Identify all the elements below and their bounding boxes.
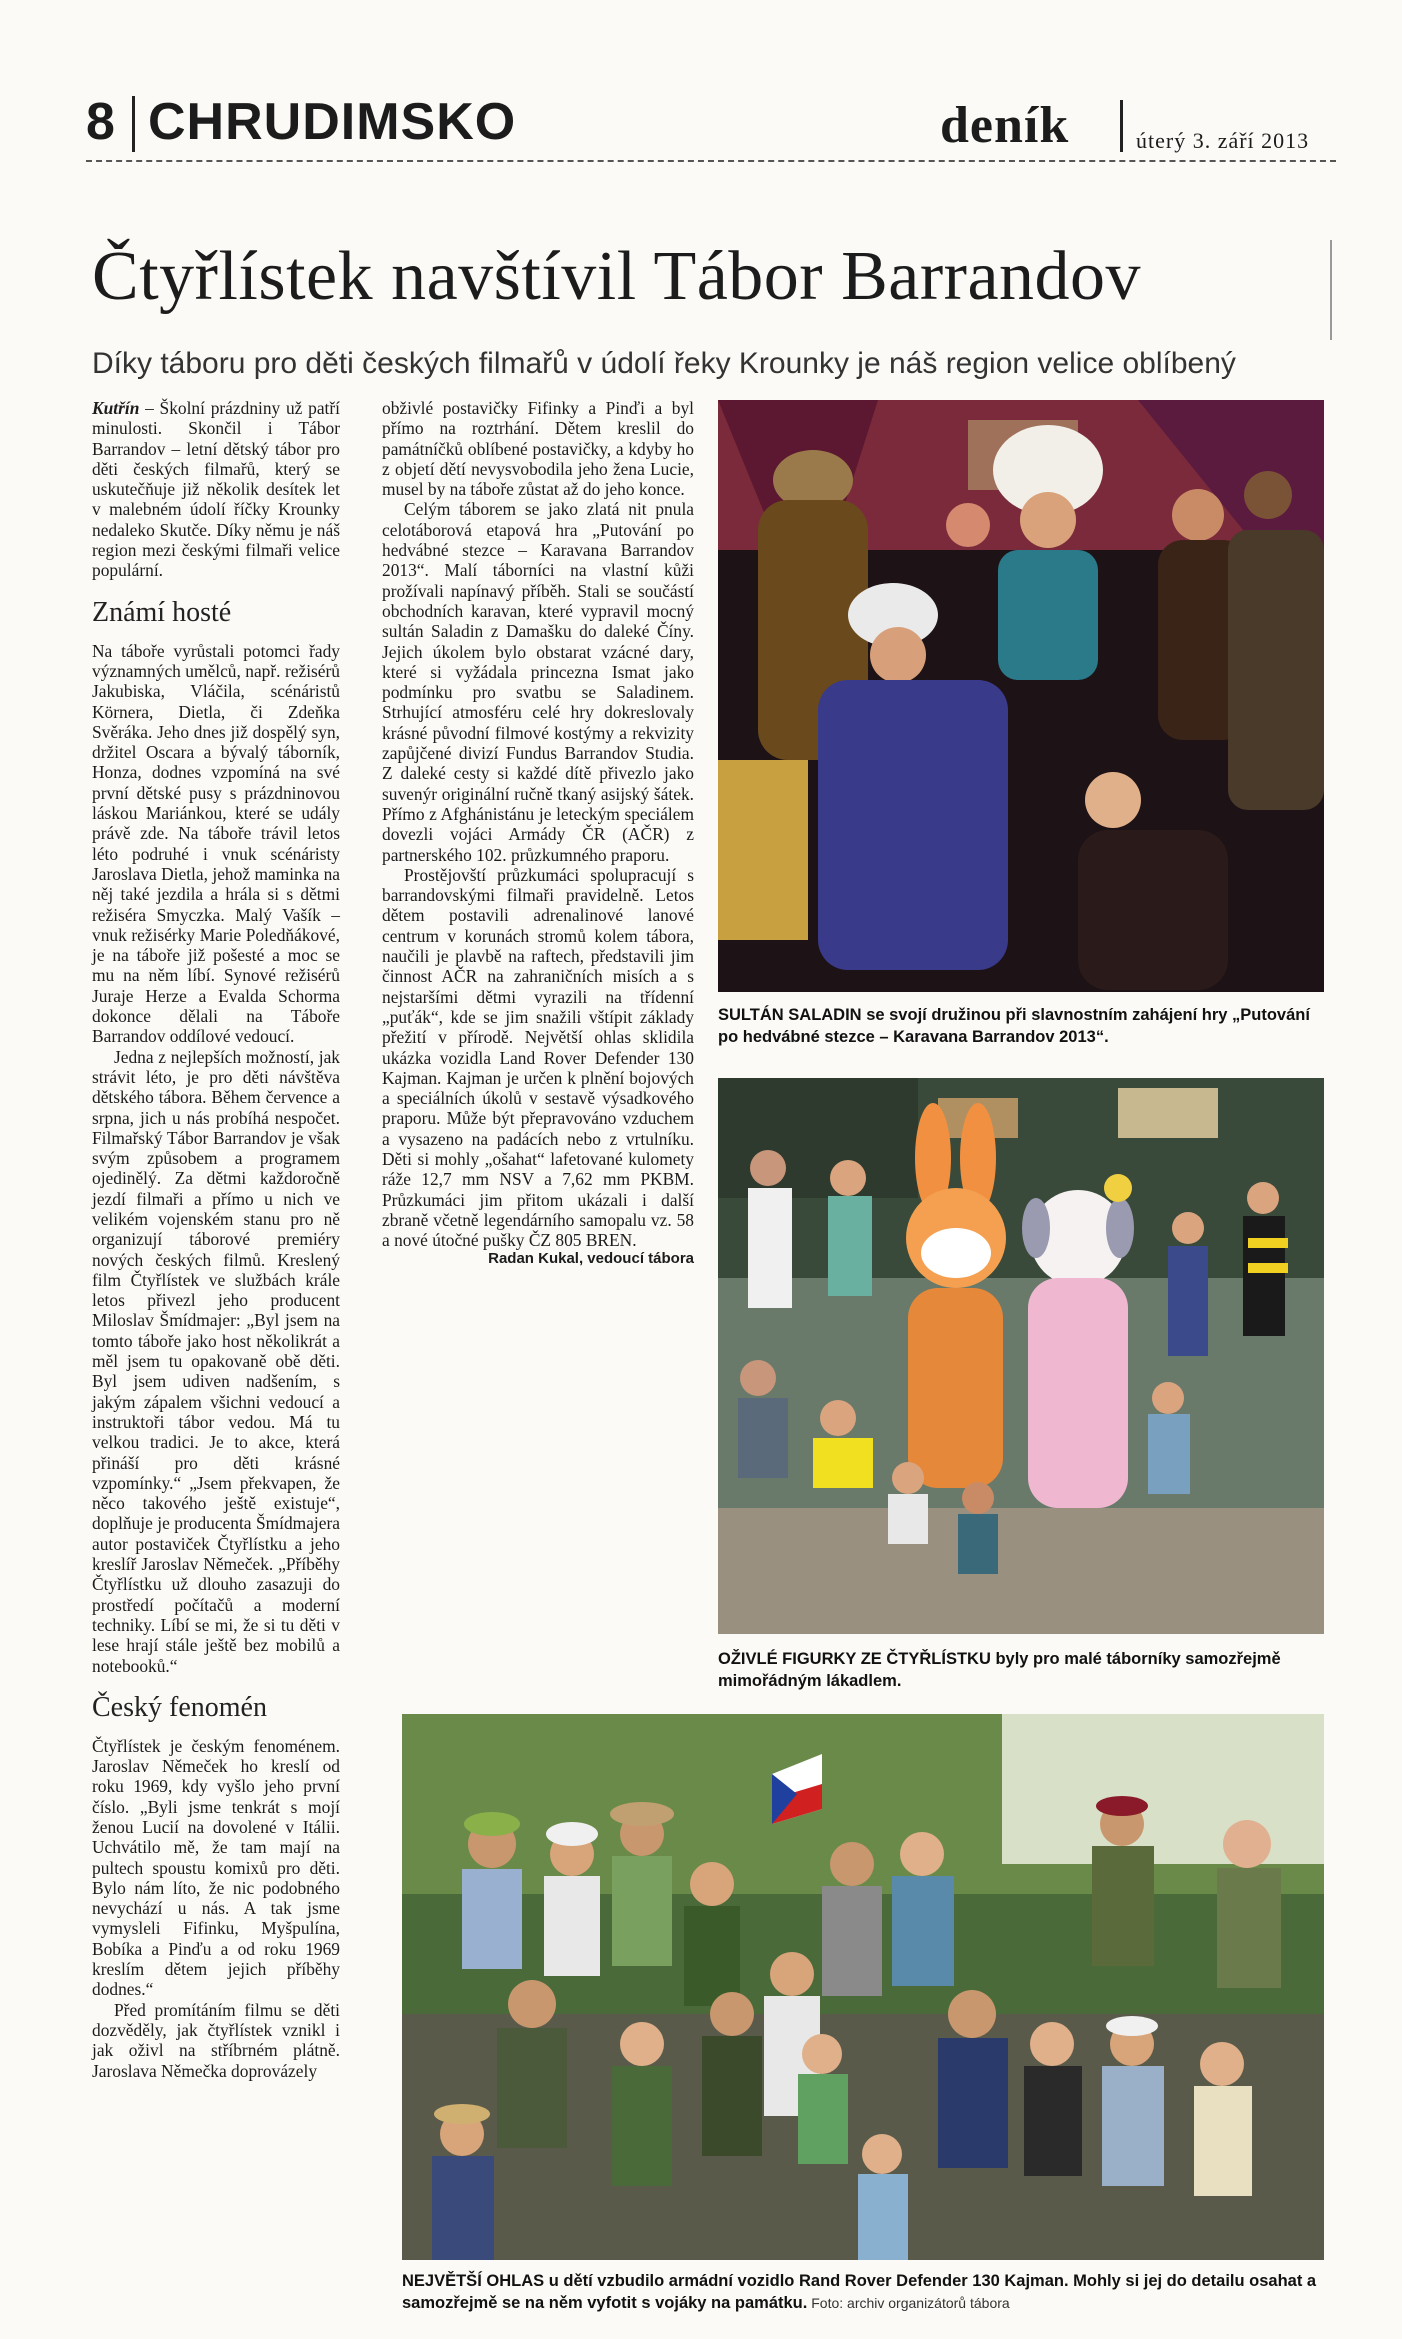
masthead-dashed-rule — [86, 160, 1336, 162]
section-heading-famous-guests: Známí hosté — [92, 596, 232, 628]
paragraph: obživlé postavičky Fifinky a Pinďi a byl přímo na roztrhání. Dětem kreslil do památníčků oblíbené postavičky, a kdyby ho z objetí dětí nevysvobodila jeho žena Lucie, musel by na táboře zůstat až do jeho konce. — [382, 398, 694, 500]
intro-paragraph — [92, 398, 340, 581]
headline-side-rule — [1330, 240, 1332, 340]
paragraph: Prostějovští průzkumáci spolupracují s barrandovskými filmaři pravidelně. Letos dětem postavili adrenalinové lanové centrum v korunách stromů kolem tábora, naučili je plavbě na raftech, představili jim činnost AČR na zahraničních misích a s nejstaršími dětmi vyrazili na třídenní „puťák“, kde se jim snažili vštípit základy přežití v přírodě. Největší ohlas sklidila ukázka vozidla Land Rover Defender 130 Kajman. Kajman je určen k plnění bojových a speciálních úkolů v sestavě výsadkového praporu. Může být přepravováno vzduchem a vysazeno na padácích nebo z vrtulníku. Děti si mohly „ošahat“ lafetované kulomety ráže 12,7 mm NSV a 7,62 mm PKBM. Průzkumáci jim přitom ukázali i další zbraně včetně legendárního samopalu vz. 58 a nové útočné pušky ČZ 805 BREN. — [382, 864, 694, 1251]
photo-caption — [718, 1004, 1324, 1048]
paragraph: Jedna z nejlepších možností, jak strávit léto, je pro děti návštěva dětského tábora. Během července a srpna, jich u nás probíhá nespočet. Filmařský Tábor Barrandov je však svým způsobem a programem ojedinělý. Za dětmi každoročně jezdí filmaři a přímo u nich ve velikém vojenském stanu pro ně organizují táborové premiéry nových českých filmů. Kreslený film Čtyřlístek ve službách krále letos přivezl jeho producent Miloslav Šmídmajer: „Byl jsem na tomto táboře jako host několikrát a měl jsem tu opakovaně obě děti. Byl jsem udiven nadšením, s jakým zápalem všichni vedoucí a instruktoři tábor vedou. Má tu velkou tradici. Je to akce, která přináší pro děti krásné vzpomínky.“ „Jsem překvapen, že něco takového ještě existuje“, doplňuje je producenta Šmídmajera autor postaviček Čtyřlístku a jeho kreslíř Jaroslav Němeček. „Příběhy Čtyřlístku už dlouho zasazuji do prostředí počítačů a moderní techniky. Líbí se mi, že si tu děti v lese hrají stále ještě bez mobilů a notebooků.“ — [92, 1046, 340, 1676]
paragraph: Na táboře vyrůstali potomci řady významných umělců, např. režisérů Jakubiska, Vláčila, scénáristů Körnera, Dietla, či Zdeňka Svěráka. Jeho dnes již dospělý syn, držitel Oscara a bývalý táborník, Honza, dodnes vzpomíná na své první dětské pusy s prázdninovou láskou Mariánkou, které se udály právě zde. Na táboře trávil letos léto podruhé i vnuk scénáristy Jaroslava Dietla, jehož maminka na něj také jezdila a hrála si s dětmi režiséra Smyczka. Malý Vašík – vnuk režisérky Marie Poledňákové, je na táboře již pošesté a moc se mu na něm líbí. Synové režisérů Juraje Herze a Evalda Schorma dokonce dělali na Táboře Barrandov oddílové vedoucí. — [92, 640, 340, 1047]
section-heading-czech-phenomenon: Český fenomén — [92, 1691, 267, 1723]
caption-text: se svojí družinou při slavnostním zahájení hry „Putování po hedvábné stezce – Karavana Barrandov 2013“. — [718, 1006, 1310, 1046]
paragraph: Před promítáním filmu se děti dozvěděly, jak čtyřlístek vznikl i jak oživl na stříbrném plátně. Jaroslava Němečka doprovázely — [92, 1999, 340, 2081]
photo-ctyrlistek-figures — [718, 1078, 1324, 1634]
page-number: 8 — [86, 93, 114, 151]
photo-sultan-saladin — [718, 400, 1324, 992]
newspaper-logo: deník — [940, 97, 1070, 154]
photo-army-vehicle — [402, 1714, 1324, 2260]
masthead-divider-right — [1120, 100, 1123, 152]
masthead-divider — [132, 96, 135, 152]
section-title: CHRUDIMSKO — [148, 93, 517, 151]
article-column-1 — [92, 398, 340, 2081]
caption-text: u dětí vzbudilo armádní vozidlo Rand Rover Defender 130 Kajman. Mohly si jej do detailu osahat a samozřejmě se na něm vyfotit s vojáky na památku. — [402, 2272, 1317, 2312]
caption-lead: NEJVĚTŠÍ OHLAS — [402, 2272, 545, 2290]
photo-caption — [402, 2270, 1324, 2314]
photo-caption — [718, 1648, 1324, 1692]
photo-credit: Foto: archiv organizátorů tábora — [807, 2295, 1010, 2311]
article-subheadline: Díky táboru pro děti českých filmařů v údolí řeky Krounky je náš region velice oblíbený — [92, 347, 1236, 380]
intro-text: – Školní prázdniny už patří minulosti. Skončil i Tábor Barrandov – letní dětský tábor pro děti českých filmařů, který se uskutečňuje již několik desítek let v malebném údolí říčky Krounky nedaleko Skutče. Díky němu je náš region mezi českými filmaři velice populární. — [92, 398, 340, 581]
paragraph: Čtyřlístek je českým fenoménem. Jaroslav Němeček ho kreslí od roku 1969, kdy vyšlo jeho první číslo. „Byli jsme tenkrát s mojí ženou Lucií na dovolené v Itálii. Uchvátilo mě, že tam mají na pultech spoustu komixů pro děti. Bylo nám líto, že nic podobného nevychází u nás. A tak jsme vymysleli Fifinku, Myšpulína, Bobíka a Pinďu a od roku 1969 kreslím dětem jejich příběhy dodnes.“ — [92, 1735, 340, 2000]
author-signature: Radan Kukal, vedoucí tábora — [488, 1250, 694, 1268]
article-headline: Čtyřlístek navštívil Tábor Barrandov — [92, 238, 1142, 315]
caption-lead: OŽIVLÉ FIGURKY ZE ČTYŘLÍSTKU — [718, 1650, 991, 1668]
article-column-2 — [382, 398, 694, 1267]
paragraph: Celým táborem se jako zlatá nit pnula celotáborová etapová hra „Putování po hedvábné stezce – Karavana Barrandov 2013“. Malí táborníci na vlastní kůži prožívali napínavý příběh. Stali se součástí obchodních karavan, které vypravil mocný sultán Saladin z Damašku do daleké Číny. Jejich úkolem bylo obstarat vzácné dary, které si vyžádala princezna Ismat jako podmínku pro svatbu se Saladinem. Strhující atmosféru celé hry dokreslovaly krásné původní filmové kostýmy a rekvizity zapůjčené divizí Fundus Barrandov Studia. Z daleké cesty si každé dítě přivezlo jako suvenýr originální ručně tkaný asijský šátek. Přímo z Afghánistánu je leteckým speciálem dovezli vojáci Armády ČR (AČR) z partnerského 102. průzkumného praporu. — [382, 499, 694, 865]
issue-date: úterý 3. září 2013 — [1136, 128, 1310, 153]
dateline: Kutřín — [92, 398, 140, 418]
caption-lead: SULTÁN SALADIN — [718, 1006, 862, 1024]
caption-text: byly pro malé táborníky samozřejmě mimořádným lákadlem. — [718, 1650, 1281, 1690]
